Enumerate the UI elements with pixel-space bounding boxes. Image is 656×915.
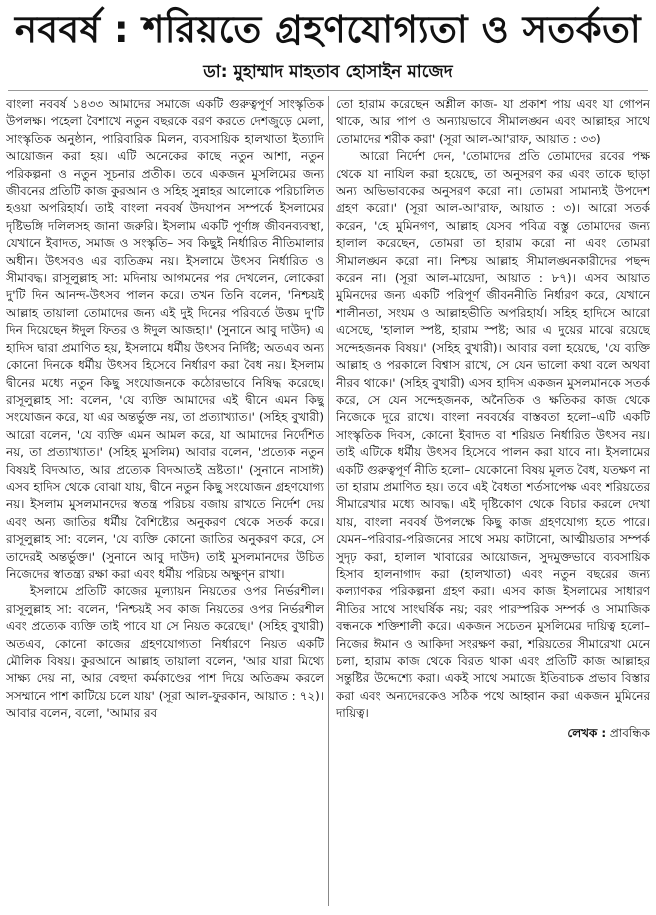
right-column	[336, 96, 650, 908]
article-headline: নববর্ষ : শরিয়তে গ্রহণযোগ্যতা ও সতর্কতা	[14, 8, 642, 51]
author-note	[336, 725, 650, 742]
header-divider	[8, 90, 648, 91]
article-byline: ডা: মুহাম্মাদ মাহতাব হোসাইন মাজেদ	[203, 62, 453, 82]
left-column	[6, 96, 324, 908]
author-value: প্রাবন্ধিক	[609, 725, 650, 740]
left-paragraph-1: বাংলা নববর্ষ ১৪৩৩ আমাদের সমাজে একটি গুরুত্বপূর্ণ সাংস্কৃতিক উপলক্ষ। পহেলা বৈশাখে নতুন বছরকে বরণ করতে দেশজুড়ে মেলা, সাংস্কৃতিক অনুষ্ঠান, পারিবারিক মিলন, ব্যবসায়িক হালখাতা ইত্যাদি আয়োজন করা হয়। এটি অনেকের কাছে নতুন আশা, নতুন পরিকল্পনা ও নতুন সূচনার প্রতীক। তবে একজন মুসলিমের জন্য জীবনের প্রতিটি কাজ কুরআন ও সহিহ সুন্নাহর আলোকে পরিচালিত হওয়া অপরিহার্য। তাই বাংলা নববর্ষ উদযাপন সম্পর্কে ইসলামের দৃষ্টিভঙ্গি দলিলসহ জানা জরুরি। ইসলাম একটি পূর্ণাঙ্গ জীবনব্যবস্থা, যেখানে ইবাদত, সমাজ ও সংস্কৃতি– সব কিছুই নির্ধারিত নীতিমালার অধীন। উৎসবও এর ব্যতিক্রম নয়। ইসলামে উৎসব নির্ধারিত ও সীমাবদ্ধ। রাসূলুল্লাহ সা: মদিনায় আগমনের পর দেখলেন, লোকেরা দু'টি দিন আনন্দ-উৎসব পালন করে। তখন তিনি বলেন, 'নিশ্চয়ই আল্লাহ তায়ালা তোমাদের জন্য এই দুই দিনের পরিবর্তে উত্তম দু'টি দিন দিয়েছেন ঈদুল ফিতর ও ঈদুল আজহা।' (সুনানে আবু দাউদ) এ হাদিস দ্বারা প্রমাণিত হয়, ইসলামে ধর্মীয় উৎসব নির্দিষ্ট; অতএব অন্য কোনো দিনকে ধর্মীয় উৎসব হিসেবে নির্ধারণ করা বৈধ নয়। ইসলাম দ্বীনের মধ্যে নতুন কিছু সংযোজনকে কঠোরভাবে নিষিদ্ধ করেছে। রাসূলুল্লাহ সা: বলেন, 'যে ব্যক্তি আমাদের এই দ্বীনে এমন কিছু সংযোজন করে, যা এর অন্তর্ভুক্ত নয়, তা প্রত্যাখ্যাত।' (সহিহ বুখারী) আরো বলেন, 'যে ব্যক্তি এমন আমল করে, যা আমাদের নির্দেশিত নয়, তা প্রত্যাখ্যাত।' (সহিহ মুসলিম) আবার বলেন, 'প্রত্যেক নতুন বিষয়ই বিদআত, আর প্রত্যেক বিদআতই ভ্রষ্টতা।' (সুনানে নাসাঈ) এসব হাদিস থেকে বোঝা যায়, দ্বীনে নতুন কিছু সংযোজন গ্রহণযোগ্য নয়। ইসলাম মুসলমানদের স্বতন্ত্র পরিচয় বজায় রাখতে নির্দেশ দেয় এবং অন্য জাতির ধর্মীয় বৈশিষ্ট্যের অনুকরণ থেকে সতর্ক করে। রাসূলুল্লাহ সা: বলেন, 'যে ব্যক্তি কোনো জাতির অনুকরণ করে, সে তাদেরই অন্তর্ভুক্ত।' (সুনানে আবু দাউদ) তাই মুসলমানদের উচিত নিজেদের স্বাতন্ত্র্য রক্ষা করা এবং ধর্মীয় পরিচয় অক্ষুণ্ন রাখা।	[6, 97, 324, 581]
author-label: লেখক :	[567, 725, 607, 740]
right-paragraph-2: আরো নির্দেশ দেন, 'তোমাদের প্রতি তোমাদের রবের পক্ষ থেকে যা নাযিল করা হয়েছে, তা অনুসরণ কর এবং তাকে ছাড়া অন্য অভিভাবকের অনুসরণ করো না। তোমরা সামান্যই উপদেশ গ্রহণ করো।' (সূরা আল-আ'রাফ, আয়াত : ৩)। আরো সতর্ক করেন, 'হে মুমিনগণ, আল্লাহ যেসব পবিত্র বস্তু তোমাদের জন্য হালাল করেছেন, তোমরা তা হারাম করো না এবং তোমরা সীমালঙ্ঘন করো না। নিশ্চয় আল্লাহ সীমালঙ্ঘনকারীদের পছন্দ করেন না। (সূরা আল-মায়েদা, আয়াত : ৮৭)। এসব আয়াত মুমিনদের জন্য একটি পরিপূর্ণ জীবননীতি নির্ধারণ করে, যেখানে শালীনতা, সংযম ও আল্লাহভীতি অপরিহার্য। সহিহ হাদিসে আরো এসেছে, 'হালাল স্পষ্ট, হারাম স্পষ্ট; আর এ দুয়ের মাঝে রয়েছে সন্দেহজনক বিষয়।' (সহিহ বুখারী)। আবার বলা হয়েছে, 'যে ব্যক্তি আল্লাহ ও পরকালে বিশ্বাস রাখে, সে যেন ভালো কথা বলে অথবা নীরব থাকে।' (সহিহ বুখারী) এসব হাদিস একজন মুসলমানকে সতর্ক করে, সে যেন সন্দেহজনক, অনৈতিক ও ক্ষতিকর কাজ থেকে নিজেকে দূরে রাখে। বাংলা নববর্ষের বাস্তবতা হলো–এটি একটি সাংস্কৃতিক দিবস, কোনো ইবাদত বা শরিয়ত নির্ধারিত উৎসব নয়। তাই এটিকে ধর্মীয় উৎসব হিসেবে পালন করা যাবে না। ইসলামের একটি গুরুত্বপূর্ণ নীতি হলো– যেকোনো বিষয় মূলত বৈধ, যতক্ষণ না তা হারাম প্রমাণিত হয়। তবে এই বৈধতা শর্তসাপেক্ষ এবং শরিয়তের সীমারেখার মধ্যে আবদ্ধ। এই দৃষ্টিকোণ থেকে বিচার করলে দেখা যায়, বাংলা নববর্ষ উপলক্ষে কিছু কাজ গ্রহণযোগ্য হতে পারে। যেমন–পরিবার-পরিজনের সাথে সময় কাটানো, আত্মীয়তার সম্পর্ক সুদৃঢ় করা, হালাল খাবারের আয়োজন, সুদমুক্তভাবে ব্যবসায়িক হিসাব হালনাগাদ করা (হালখাতা) এবং নতুন বছরের জন্য কল্যাণকর পরিকল্পনা গ্রহণ করা। এসব কাজ ইসলামের সাধারণ নীতির সাথে সাংঘর্ষিক নয়; বরং পারস্পরিক সম্পর্ক ও সামাজিক বন্ধনকে শক্তিশালী করে। একজন সচেতন মুসলিমের দায়িত্ব হলো– নিজের ঈমান ও আকিদা সংরক্ষণ করা, শরিয়তের সীমারেখা মেনে চলা, হারাম কাজ থেকে বিরত থাকা এবং প্রতিটি কাজ আল্লাহর সন্তুষ্টির উদ্দেশ্যে করা। একই সাথে সমাজে ইতিবাচক প্রভাব বিস্তার করা এবং অন্যদেরকেও সঠিক পথে আহ্বান করা একজন মুমিনের দায়িত্ব।	[336, 149, 650, 721]
column-divider	[328, 96, 329, 906]
left-paragraph-2: ইসলামে প্রতিটি কাজের মূল্যায়ন নিয়তের ওপর নির্ভরশীল। রাসূলুল্লাহ সা: বলেন, 'নিশ্চয়ই সব কাজ নিয়তের ওপর নির্ভরশীল এবং প্রত্যেক ব্যক্তি তাই পাবে যা সে নিয়ত করেছে।' (সহিহ বুখারী) অতএব, কোনো কাজের গ্রহণযোগ্যতা নির্ধারণে নিয়ত একটি মৌলিক বিষয়। কুরআনে আল্লাহ তায়ালা বলেন, 'আর যারা মিথ্যে সাক্ষ্য দেয় না, আর বেহুদা কর্মকাণ্ডের পাশ দিয়ে অতিক্রম করলে সসম্মানে পাশ কাটিয়ে চলে যায়' (সূরা আল-ফুরকান, আয়াত : ৭২)। আবার বলেন, বলো, 'আমার রব	[6, 584, 324, 721]
right-paragraph-1: তো হারাম করেছেন অশ্লীল কাজ- যা প্রকাশ পায় এবং যা গোপন থাকে, আর পাপ ও অন্যায়ভাবে সীমালঙ্ঘন এবং আল্লাহর সাথে তোমাদের শরীক করা' (সূরা আল-আ'রাফ, আয়াত : ৩৩)	[336, 97, 650, 146]
